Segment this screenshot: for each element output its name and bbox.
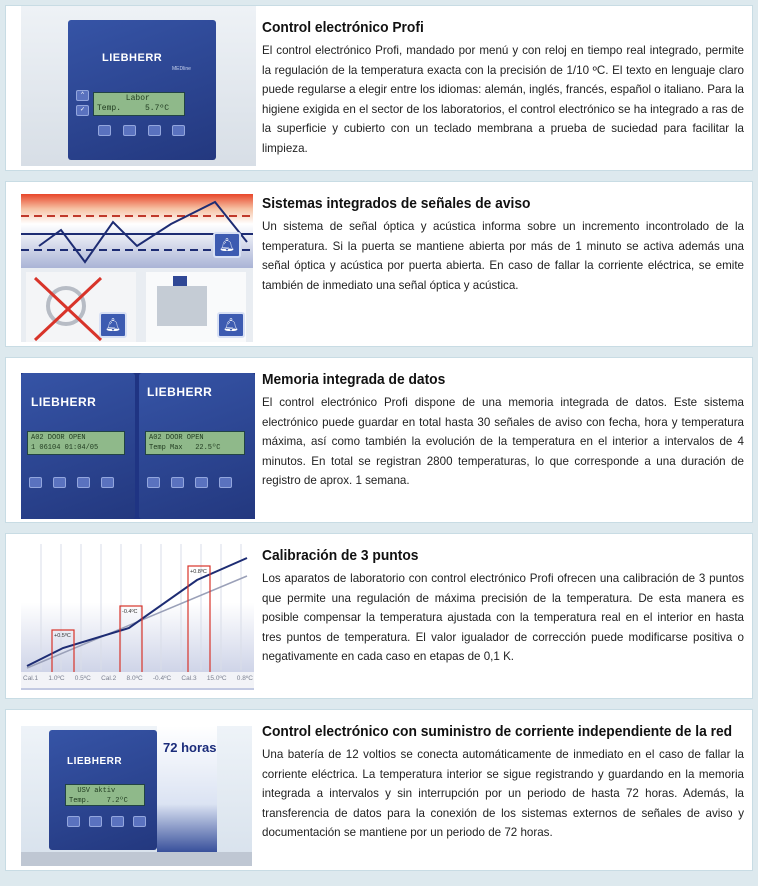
warning-signals-image xyxy=(21,194,253,342)
lcd-display xyxy=(93,92,185,116)
calibration-axis-labels xyxy=(23,675,253,682)
section-title: Memoria integrada de datos xyxy=(262,371,446,388)
key-4[interactable] xyxy=(101,477,114,488)
calibration-chart xyxy=(21,544,254,690)
calibration-graphic xyxy=(21,544,254,690)
section-body: Una batería de 12 voltios se conecta automáticamente de inmediato en el caso de fallar la corriente eléctrica. La temperatura interior se sigue registrando y guardando en la memoria integrada a intervalos y sin interrupción por un periodo de hasta 72 horas. Además, la transferencia de datos para la conexión de los sistemas externos de señales de aviso y documentación se mantiene por un periodo de 72 horas. xyxy=(262,748,744,839)
axis-label: 15.0ºC xyxy=(206,675,227,682)
offset-label-2: -0.4ºC xyxy=(122,609,138,615)
lcd-display xyxy=(27,431,125,455)
lcd-display xyxy=(145,431,245,455)
section-body: El control electrónico Profi, mandado por menú y con reloj en tiempo real integrado, permite la regulación de la temperatura exacta con la precisión de 1/10 ºC. El texto en lenguaje claro puede regularse a elegir entre los idiomas: alemán, inglés, francés, español o italiano. Para la higiene exigida en el sector de los laboratorios, el control electrónico se ha integrado a ras de la superficie y cubierto con un teclado membrana a prueba de suciedad para facilitar la limpieza. xyxy=(262,44,744,155)
feature-card-calibration xyxy=(5,533,753,699)
brand-subline: MEDline xyxy=(172,66,191,72)
section-body: El control electrónico Profi dispone de una memoria integrada de datos. Este sistema electrónico puede guardar en total hasta 30 señales de aviso con fecha, hora y temperatura máxima, así como también la evolución de la temperatura en el interior a intervalos de 4 minutos. En total se registran 2800 temperaturas, lo que corresponde a una duración de registro de aprox. 1 semana. xyxy=(262,396,744,487)
control-panel-right xyxy=(139,373,255,519)
section-title: Sistemas integrados de señales de aviso xyxy=(262,195,531,212)
axis-label: Cal.1 xyxy=(23,675,39,682)
key-4[interactable] xyxy=(133,816,146,827)
lcd-line-1: Labor xyxy=(97,94,150,103)
key-2[interactable] xyxy=(53,477,66,488)
key-1[interactable] xyxy=(67,816,80,827)
lcd-line-1: USV aktiv xyxy=(69,787,116,795)
brand-logo: LIEBHERR xyxy=(102,52,163,64)
bell-icon: 🔔︎ xyxy=(213,232,241,258)
feature-card-warning-signals xyxy=(5,181,753,347)
bell-icon: 🔔︎ xyxy=(217,312,245,338)
control-panel xyxy=(68,20,216,160)
key-2[interactable] xyxy=(89,816,102,827)
up-key[interactable]: ^ xyxy=(76,90,89,101)
feature-card-data-memory xyxy=(5,357,753,523)
key-1[interactable] xyxy=(29,477,42,488)
axis-label: -0.4ºC xyxy=(152,675,172,682)
key-1[interactable] xyxy=(147,477,160,488)
axis-label: 0.8ºC xyxy=(236,675,253,682)
offset-label-3: +0.8ºC xyxy=(190,569,207,575)
key-3[interactable] xyxy=(77,477,90,488)
lcd-line-1: A02 DOOR OPEN xyxy=(31,434,86,442)
axis-label: 1.0ºC xyxy=(48,675,65,682)
lcd-line-2: Temp. 5.7ºC xyxy=(97,104,170,113)
feature-card-profi-control xyxy=(5,5,753,171)
brand-logo: LIEBHERR xyxy=(147,385,213,399)
section-body: Los aparatos de laboratorio con control electrónico Profi ofrecen una calibración de 3 puntos que permite una regulación de máxima precisión de la temperatura. De esta manera es posible compensar la temperatura ajustada con la temperatura real en el interior en hasta tres puntos de temperatura. El valor igualador de corrección puede modificarse positiva o negativamente en cada caso en etapas de 0,1 K. xyxy=(262,572,744,663)
profi-control-image xyxy=(21,6,256,166)
lcd-line-2: Temp Max 22.5ºC xyxy=(149,444,221,452)
brand-logo: LIEBHERR xyxy=(31,395,97,409)
lcd-line-2: 1 06104 01:04/05 xyxy=(31,444,99,452)
axis-label: 0.5ºC xyxy=(74,675,91,682)
axis-label: Cal.2 xyxy=(101,675,117,682)
key-1[interactable] xyxy=(98,125,111,136)
offset-label-1: +0.5ºC xyxy=(54,633,71,639)
key-3[interactable] xyxy=(111,816,124,827)
bell-icon: 🔔︎ xyxy=(99,312,127,338)
section-title: Calibración de 3 puntos xyxy=(262,547,419,564)
key-2[interactable] xyxy=(123,125,136,136)
feature-card-battery-backup xyxy=(5,709,753,871)
lcd-display xyxy=(65,784,145,806)
check-key[interactable]: ✓ xyxy=(76,105,89,116)
key-3[interactable] xyxy=(195,477,208,488)
brand-logo: LIEBHERR xyxy=(67,756,123,767)
battery-backup-image xyxy=(21,726,252,866)
section-title: Control electrónico con suministro de corriente independiente de la red xyxy=(262,723,733,740)
control-panel xyxy=(49,730,157,850)
hours-badge: 72 horas xyxy=(163,740,217,755)
axis-label: Cal.3 xyxy=(181,675,197,682)
section-body: Un sistema de señal óptica y acústica informa sobre un incremento incontrolado de la temperatura. Si la puerta se mantiene abierta por más de 1 minuto se activa además una señal óptica y acústica por puerta abierta. En caso de fallar la corriente eléctrica, se emite también de inmediato una señal óptica y acústica. xyxy=(262,220,744,292)
key-4[interactable] xyxy=(219,477,232,488)
section-title: Control electrónico Profi xyxy=(262,19,424,36)
key-2[interactable] xyxy=(171,477,184,488)
data-memory-image xyxy=(21,373,255,519)
axis-label: 8.0ºC xyxy=(126,675,143,682)
lcd-line-2: Temp. 7.2ºC xyxy=(69,797,128,805)
settings-key[interactable] xyxy=(172,125,185,136)
alarm-key[interactable] xyxy=(148,125,161,136)
table-edge xyxy=(21,852,252,866)
control-panel-left xyxy=(21,373,135,519)
lcd-line-1: A02 DOOR OPEN xyxy=(149,434,204,442)
